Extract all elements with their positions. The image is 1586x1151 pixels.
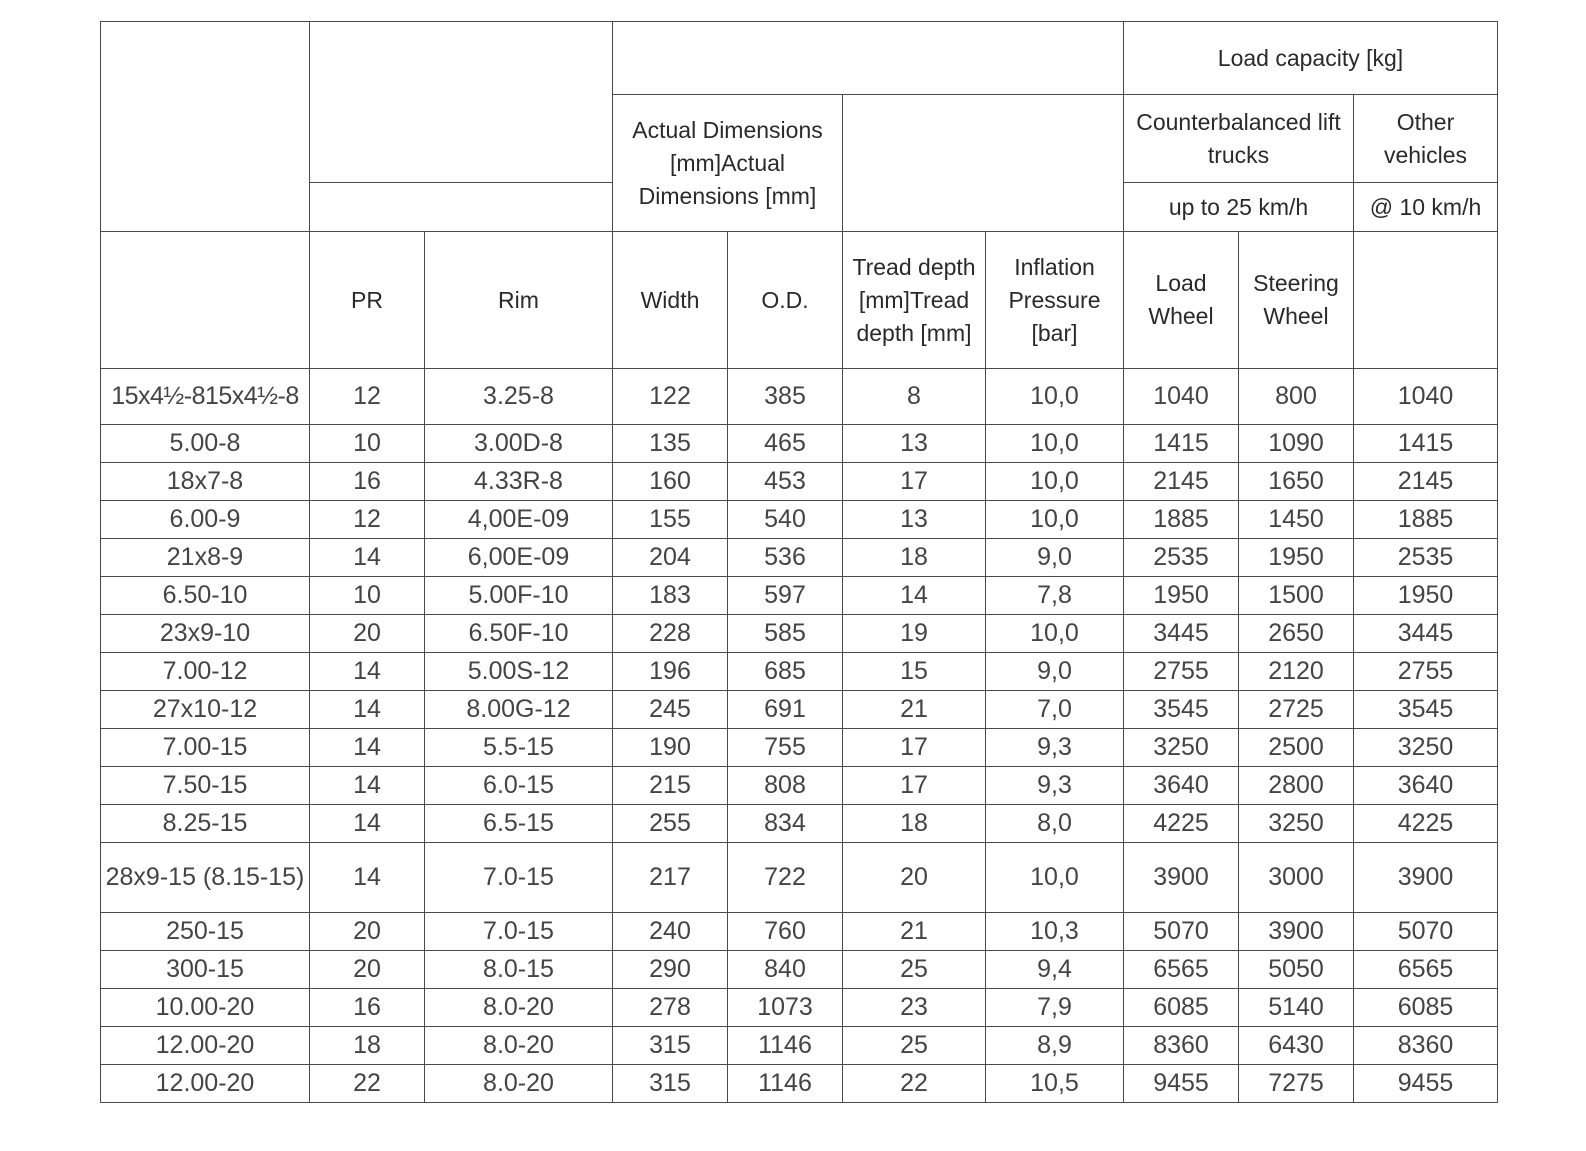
- cell-od: 1146: [728, 1065, 843, 1103]
- cell-tread-depth: 15: [843, 653, 986, 691]
- cell-pr: 16: [310, 989, 425, 1027]
- table-row: [101, 653, 1498, 691]
- cell-tire-size: 7.00-15: [101, 729, 310, 767]
- cell-tire-size: 8.25-15: [101, 805, 310, 843]
- cell-pr: 14: [310, 843, 425, 913]
- cell-load-wheel: 2535: [1124, 539, 1239, 577]
- cell-width: 196: [613, 653, 728, 691]
- cell-steering-wheel: 1090: [1239, 425, 1354, 463]
- cell-tread-depth: 14: [843, 577, 986, 615]
- cell-tire-size: 5.00-8: [101, 425, 310, 463]
- cell-tire-size: 27x10-12: [101, 691, 310, 729]
- cell-tire-size: 12.00-20: [101, 1027, 310, 1065]
- cell-load-wheel: 4225: [1124, 805, 1239, 843]
- cell-rim: 3.25-8: [425, 369, 613, 425]
- cell-inflation-pressure: 9,0: [986, 539, 1124, 577]
- cell-tread-depth: 21: [843, 691, 986, 729]
- cell-other-vehicles: 4225: [1354, 805, 1498, 843]
- header-steering-wheel: Steering Wheel: [1239, 232, 1354, 369]
- cell-steering-wheel: 5050: [1239, 951, 1354, 989]
- header-od: O.D.: [728, 232, 843, 369]
- header-blank-tread-pressure: [843, 95, 1124, 232]
- cell-width: 215: [613, 767, 728, 805]
- cell-tread-depth: 8: [843, 369, 986, 425]
- table-row: [101, 539, 1498, 577]
- cell-other-vehicles: 3640: [1354, 767, 1498, 805]
- cell-pr: 14: [310, 729, 425, 767]
- cell-od: 597: [728, 577, 843, 615]
- cell-inflation-pressure: 10,0: [986, 369, 1124, 425]
- cell-inflation-pressure: 7,9: [986, 989, 1124, 1027]
- cell-rim: 6.50F-10: [425, 615, 613, 653]
- header-blank-pr-rim: [310, 22, 613, 183]
- cell-tire-size: 12.00-20: [101, 1065, 310, 1103]
- header-rim: Rim: [425, 232, 613, 369]
- cell-load-wheel: 1950: [1124, 577, 1239, 615]
- cell-tire-size: 300-15: [101, 951, 310, 989]
- cell-rim: 5.00S-12: [425, 653, 613, 691]
- cell-steering-wheel: 2725: [1239, 691, 1354, 729]
- cell-od: 834: [728, 805, 843, 843]
- cell-load-wheel: 1415: [1124, 425, 1239, 463]
- cell-other-vehicles: 6565: [1354, 951, 1498, 989]
- header-other-vehicles: Other vehicles: [1354, 95, 1498, 183]
- header-load-wheel: Load Wheel: [1124, 232, 1239, 369]
- cell-od: 691: [728, 691, 843, 729]
- cell-rim: 6.5-15: [425, 805, 613, 843]
- cell-rim: 6.0-15: [425, 767, 613, 805]
- cell-rim: 3.00D-8: [425, 425, 613, 463]
- cell-od: 585: [728, 615, 843, 653]
- cell-width: 190: [613, 729, 728, 767]
- cell-tread-depth: 18: [843, 539, 986, 577]
- cell-other-vehicles: 9455: [1354, 1065, 1498, 1103]
- table-row: [101, 501, 1498, 539]
- table-row: [101, 463, 1498, 501]
- header-row-load-capacity: [101, 22, 1498, 95]
- cell-steering-wheel: 3900: [1239, 913, 1354, 951]
- cell-load-wheel: 5070: [1124, 913, 1239, 951]
- cell-inflation-pressure: 9,4: [986, 951, 1124, 989]
- cell-tread-depth: 25: [843, 951, 986, 989]
- cell-rim: 6,00E-09: [425, 539, 613, 577]
- cell-tire-size: 15x4½-815x4½-8: [101, 369, 310, 425]
- cell-other-vehicles: 1040: [1354, 369, 1498, 425]
- cell-other-vehicles: 3900: [1354, 843, 1498, 913]
- cell-steering-wheel: 2120: [1239, 653, 1354, 691]
- cell-tread-depth: 20: [843, 843, 986, 913]
- cell-od: 453: [728, 463, 843, 501]
- cell-rim: 5.00F-10: [425, 577, 613, 615]
- cell-other-vehicles: 1415: [1354, 425, 1498, 463]
- cell-inflation-pressure: 10,0: [986, 843, 1124, 913]
- cell-tread-depth: 23: [843, 989, 986, 1027]
- cell-tire-size: 21x8-9: [101, 539, 310, 577]
- cell-rim: 8.0-15: [425, 951, 613, 989]
- header-width: Width: [613, 232, 728, 369]
- cell-tire-size: 28x9-15 (8.15-15): [101, 843, 310, 913]
- cell-other-vehicles: 2535: [1354, 539, 1498, 577]
- cell-other-vehicles: 2755: [1354, 653, 1498, 691]
- cell-tire-size: 23x9-10: [101, 615, 310, 653]
- cell-tread-depth: 13: [843, 425, 986, 463]
- cell-tread-depth: 13: [843, 501, 986, 539]
- cell-inflation-pressure: 9,3: [986, 729, 1124, 767]
- cell-tire-size: 6.00-9: [101, 501, 310, 539]
- cell-steering-wheel: 2800: [1239, 767, 1354, 805]
- cell-steering-wheel: 5140: [1239, 989, 1354, 1027]
- cell-steering-wheel: 1650: [1239, 463, 1354, 501]
- cell-width: 315: [613, 1065, 728, 1103]
- cell-width: 228: [613, 615, 728, 653]
- cell-tread-depth: 17: [843, 463, 986, 501]
- cell-width: 217: [613, 843, 728, 913]
- header-blank-size-lower: [101, 232, 310, 369]
- cell-inflation-pressure: 7,0: [986, 691, 1124, 729]
- cell-other-vehicles: 3445: [1354, 615, 1498, 653]
- cell-inflation-pressure: 8,9: [986, 1027, 1124, 1065]
- cell-rim: 7.0-15: [425, 913, 613, 951]
- cell-width: 240: [613, 913, 728, 951]
- cell-width: 135: [613, 425, 728, 463]
- cell-steering-wheel: 1500: [1239, 577, 1354, 615]
- cell-inflation-pressure: 10,0: [986, 463, 1124, 501]
- header-speed-10: @ 10 km/h: [1354, 183, 1498, 232]
- header-inflation-pressure: Inflation Pressure [bar]: [986, 232, 1124, 369]
- cell-od: 685: [728, 653, 843, 691]
- cell-pr: 14: [310, 539, 425, 577]
- table-row: [101, 1027, 1498, 1065]
- table-row: [101, 805, 1498, 843]
- header-blank-other: [1354, 232, 1498, 369]
- cell-rim: 8.0-20: [425, 1065, 613, 1103]
- cell-od: 1146: [728, 1027, 843, 1065]
- cell-pr: 20: [310, 951, 425, 989]
- cell-tire-size: 7.50-15: [101, 767, 310, 805]
- header-row-columns: [101, 232, 1498, 369]
- cell-od: 540: [728, 501, 843, 539]
- cell-tread-depth: 22: [843, 1065, 986, 1103]
- cell-width: 315: [613, 1027, 728, 1065]
- cell-pr: 22: [310, 1065, 425, 1103]
- cell-tread-depth: 19: [843, 615, 986, 653]
- cell-inflation-pressure: 9,0: [986, 653, 1124, 691]
- cell-inflation-pressure: 10,5: [986, 1065, 1124, 1103]
- header-load-capacity: Load capacity [kg]: [1124, 22, 1498, 95]
- table-row: [101, 425, 1498, 463]
- table-row: [101, 369, 1498, 425]
- cell-width: 290: [613, 951, 728, 989]
- table-row: [101, 913, 1498, 951]
- tire-specification-table: [100, 21, 1498, 1103]
- cell-rim: 8.0-20: [425, 1027, 613, 1065]
- header-tread-depth: Tread depth [mm]Tread depth [mm]: [843, 232, 986, 369]
- cell-inflation-pressure: 10,0: [986, 501, 1124, 539]
- cell-tread-depth: 17: [843, 767, 986, 805]
- cell-tire-size: 250-15: [101, 913, 310, 951]
- header-blank-size: [101, 22, 310, 232]
- cell-rim: 8.00G-12: [425, 691, 613, 729]
- header-blank-top: [613, 22, 1124, 95]
- cell-steering-wheel: 3250: [1239, 805, 1354, 843]
- cell-width: 278: [613, 989, 728, 1027]
- cell-inflation-pressure: 10,0: [986, 615, 1124, 653]
- cell-other-vehicles: 3250: [1354, 729, 1498, 767]
- cell-od: 722: [728, 843, 843, 913]
- cell-steering-wheel: 800: [1239, 369, 1354, 425]
- header-pr: PR: [310, 232, 425, 369]
- cell-width: 122: [613, 369, 728, 425]
- cell-width: 204: [613, 539, 728, 577]
- cell-width: 155: [613, 501, 728, 539]
- table-row: [101, 1065, 1498, 1103]
- cell-other-vehicles: 5070: [1354, 913, 1498, 951]
- cell-load-wheel: 3545: [1124, 691, 1239, 729]
- header-blank-pr-rim-lower: [310, 183, 613, 232]
- cell-tread-depth: 18: [843, 805, 986, 843]
- cell-steering-wheel: 7275: [1239, 1065, 1354, 1103]
- cell-rim: 7.0-15: [425, 843, 613, 913]
- cell-od: 840: [728, 951, 843, 989]
- cell-inflation-pressure: 9,3: [986, 767, 1124, 805]
- table-row: [101, 989, 1498, 1027]
- cell-width: 245: [613, 691, 728, 729]
- cell-od: 465: [728, 425, 843, 463]
- cell-steering-wheel: 6430: [1239, 1027, 1354, 1065]
- cell-pr: 12: [310, 369, 425, 425]
- cell-pr: 10: [310, 425, 425, 463]
- cell-pr: 18: [310, 1027, 425, 1065]
- cell-pr: 14: [310, 805, 425, 843]
- cell-other-vehicles: 2145: [1354, 463, 1498, 501]
- cell-od: 760: [728, 913, 843, 951]
- cell-od: 385: [728, 369, 843, 425]
- cell-other-vehicles: 6085: [1354, 989, 1498, 1027]
- table-row: [101, 767, 1498, 805]
- cell-pr: 20: [310, 615, 425, 653]
- cell-inflation-pressure: 7,8: [986, 577, 1124, 615]
- cell-width: 255: [613, 805, 728, 843]
- cell-tread-depth: 21: [843, 913, 986, 951]
- header-actual-dimensions: Actual Dimensions [mm]Actual Dimensions [mm]: [613, 95, 843, 232]
- cell-od: 755: [728, 729, 843, 767]
- cell-pr: 14: [310, 653, 425, 691]
- table-row: [101, 577, 1498, 615]
- cell-load-wheel: 2145: [1124, 463, 1239, 501]
- cell-steering-wheel: 1950: [1239, 539, 1354, 577]
- cell-tire-size: 7.00-12: [101, 653, 310, 691]
- header-speed-25: up to 25 km/h: [1124, 183, 1354, 232]
- cell-pr: 10: [310, 577, 425, 615]
- cell-tread-depth: 25: [843, 1027, 986, 1065]
- cell-load-wheel: 6565: [1124, 951, 1239, 989]
- cell-other-vehicles: 1885: [1354, 501, 1498, 539]
- cell-inflation-pressure: 10,0: [986, 425, 1124, 463]
- header-counterbalanced-lift-trucks: Counterbalanced lift trucks: [1124, 95, 1354, 183]
- cell-pr: 20: [310, 913, 425, 951]
- cell-od: 808: [728, 767, 843, 805]
- cell-pr: 12: [310, 501, 425, 539]
- cell-steering-wheel: 1450: [1239, 501, 1354, 539]
- table-row: [101, 951, 1498, 989]
- cell-width: 160: [613, 463, 728, 501]
- cell-other-vehicles: 1950: [1354, 577, 1498, 615]
- cell-tire-size: 18x7-8: [101, 463, 310, 501]
- cell-inflation-pressure: 8,0: [986, 805, 1124, 843]
- cell-other-vehicles: 3545: [1354, 691, 1498, 729]
- cell-inflation-pressure: 10,3: [986, 913, 1124, 951]
- cell-tire-size: 10.00-20: [101, 989, 310, 1027]
- table-row: [101, 691, 1498, 729]
- cell-load-wheel: 8360: [1124, 1027, 1239, 1065]
- cell-pr: 16: [310, 463, 425, 501]
- cell-load-wheel: 3250: [1124, 729, 1239, 767]
- table-row: [101, 843, 1498, 913]
- cell-load-wheel: 9455: [1124, 1065, 1239, 1103]
- table-row: [101, 729, 1498, 767]
- table-row: [101, 615, 1498, 653]
- cell-rim: 8.0-20: [425, 989, 613, 1027]
- cell-load-wheel: 3640: [1124, 767, 1239, 805]
- cell-load-wheel: 1040: [1124, 369, 1239, 425]
- cell-pr: 14: [310, 767, 425, 805]
- cell-tire-size: 6.50-10: [101, 577, 310, 615]
- cell-load-wheel: 3445: [1124, 615, 1239, 653]
- cell-tread-depth: 17: [843, 729, 986, 767]
- cell-od: 536: [728, 539, 843, 577]
- cell-load-wheel: 6085: [1124, 989, 1239, 1027]
- cell-steering-wheel: 3000: [1239, 843, 1354, 913]
- cell-load-wheel: 2755: [1124, 653, 1239, 691]
- cell-load-wheel: 1885: [1124, 501, 1239, 539]
- cell-width: 183: [613, 577, 728, 615]
- cell-rim: 4,00E-09: [425, 501, 613, 539]
- cell-other-vehicles: 8360: [1354, 1027, 1498, 1065]
- cell-steering-wheel: 2500: [1239, 729, 1354, 767]
- cell-pr: 14: [310, 691, 425, 729]
- cell-rim: 4.33R-8: [425, 463, 613, 501]
- cell-steering-wheel: 2650: [1239, 615, 1354, 653]
- cell-rim: 5.5-15: [425, 729, 613, 767]
- cell-od: 1073: [728, 989, 843, 1027]
- cell-load-wheel: 3900: [1124, 843, 1239, 913]
